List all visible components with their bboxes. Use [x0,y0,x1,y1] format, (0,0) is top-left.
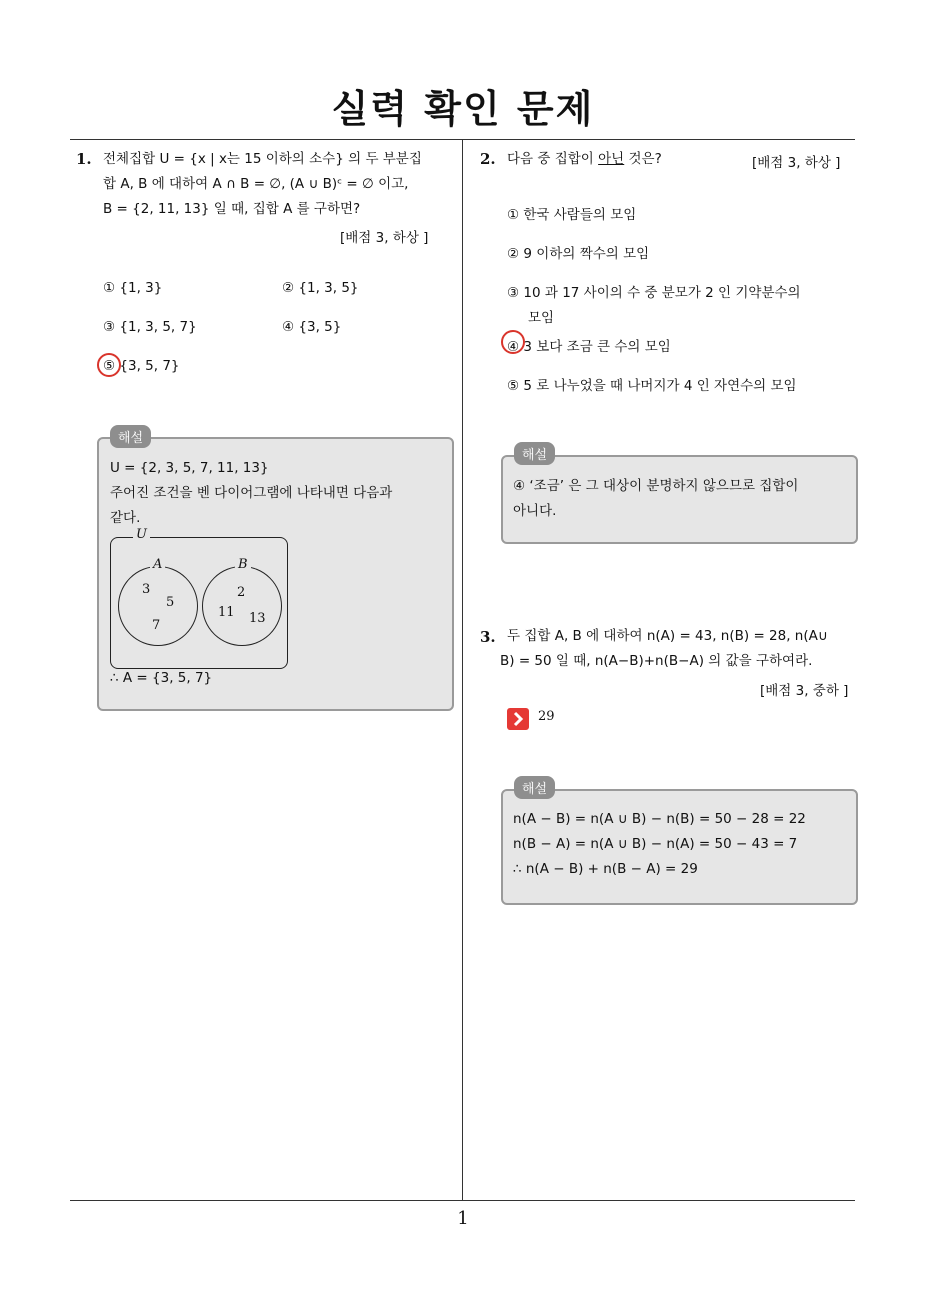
column-divider [462,139,463,1201]
q2-text-post: 것은? [624,151,662,167]
q2-choice-1[interactable]: ① 한국 사람들의 모임 [507,207,637,223]
q3-sol-line1: n(A − B) = n(A ∪ B) − n(B) = 50 − 28 = 22 [513,811,806,827]
answer-mark-icon [501,330,525,354]
venn-a-elem: 5 [166,595,175,610]
q2-number: 2. [480,150,496,168]
page-title: 실력 확인 문제 [331,87,595,131]
q2-sol-line2: 아니다. [513,503,557,519]
answer-arrow-icon [507,708,529,730]
q1-choice-5[interactable]: ⑤ {3, 5, 7} [103,358,180,374]
q1-line2: 합 A, B 에 대하여 A ∩ B = ∅, (A ∪ B)ᶜ = ∅ 이고, [103,176,409,192]
q1-sol-line1: U = {2, 3, 5, 7, 11, 13} [110,460,269,476]
page-number: 1 [457,1208,469,1229]
q1-solution-conclusion: ∴ A = {3, 5, 7} [110,670,213,686]
q2-sol-line1: ④ ‘조금’ 은 그 대상이 분명하지 않으므로 집합이 [513,478,799,494]
q2-choice-3[interactable]: ③ 10 과 17 사이의 수 중 분모가 2 인 기약분수의 [507,285,801,301]
q1-solution-tag: 해설 [110,425,151,448]
q3-answer: 29 [538,709,555,724]
q2-solution-tag: 해설 [514,442,555,465]
q2-text-pre: 다음 중 집합이 [507,151,599,167]
q2-choice-3-cont: 모임 [528,310,555,326]
q3-line2: B) = 50 일 때, n(A−B)+n(B−A) 의 값을 구하여라. [500,653,813,669]
venn-label-a: A [150,557,165,572]
venn-label-u: U [133,527,150,542]
q2-text-underline: 아닌 [598,151,625,167]
q3-solution-tag: 해설 [514,776,555,799]
venn-b-elem: 11 [218,605,235,620]
answer-mark-icon [97,353,121,377]
venn-circle-b [202,566,282,646]
q3-line1: 두 집합 A, B 에 대하여 n(A) = 43, n(B) = 28, n(A∪ [507,628,828,644]
q1-sol-line3: 같다. [110,510,141,526]
q2-choice-4[interactable]: ④ 3 보다 조금 큰 수의 모임 [507,339,671,355]
q1-choice-3[interactable]: ③ {1, 3, 5, 7} [103,319,197,335]
q2-text [507,147,662,172]
q2-choice-5[interactable]: ⑤ 5 로 나누었을 때 나머지가 4 인 자연수의 모임 [507,378,797,394]
q3-sol-line2: n(B − A) = n(A ∪ B) − n(A) = 50 − 43 = 7 [513,836,798,852]
q1-choice-4[interactable]: ④ {3, 5} [282,319,342,335]
q1-choice-2[interactable]: ② {1, 3, 5} [282,280,359,296]
q1-line3: B = {2, 11, 13} 일 때, 집합 A 를 구하면? [103,201,361,217]
q3-text [500,624,857,674]
q1-choice-1[interactable]: ① {1, 3} [103,280,163,296]
venn-a-elem: 3 [142,582,151,597]
q3-meta: [배점 3, 중하 ] [760,683,849,699]
q3-number: 3. [480,628,496,646]
venn-circle-a [118,566,198,646]
q2-meta: [배점 3, 하상 ] [752,155,841,171]
q1-text [103,147,463,222]
q1-meta: [배점 3, 하상 ] [340,230,429,246]
venn-b-elem: 2 [237,585,246,600]
q1-number: 1. [76,150,92,168]
q3-solution-text [513,807,848,882]
q2-choice-2[interactable]: ② 9 이하의 짝수의 모임 [507,246,650,262]
q1-line1: 전체집합 U = {x | x는 15 이하의 소수} 의 두 부분집 [103,151,422,167]
q2-solution-text [513,474,848,524]
q1-solution-text [110,456,445,531]
chevron-right-icon [507,708,529,730]
venn-b-elem: 13 [249,611,266,626]
venn-a-elem: 7 [152,618,161,633]
q3-sol-line3: ∴ n(A − B) + n(B − A) = 29 [513,861,698,877]
venn-label-b: B [235,557,251,572]
q1-sol-line2: 주어진 조건을 벤 다이어그램에 나타내면 다음과 [110,485,393,501]
bottom-rule [70,1200,855,1201]
